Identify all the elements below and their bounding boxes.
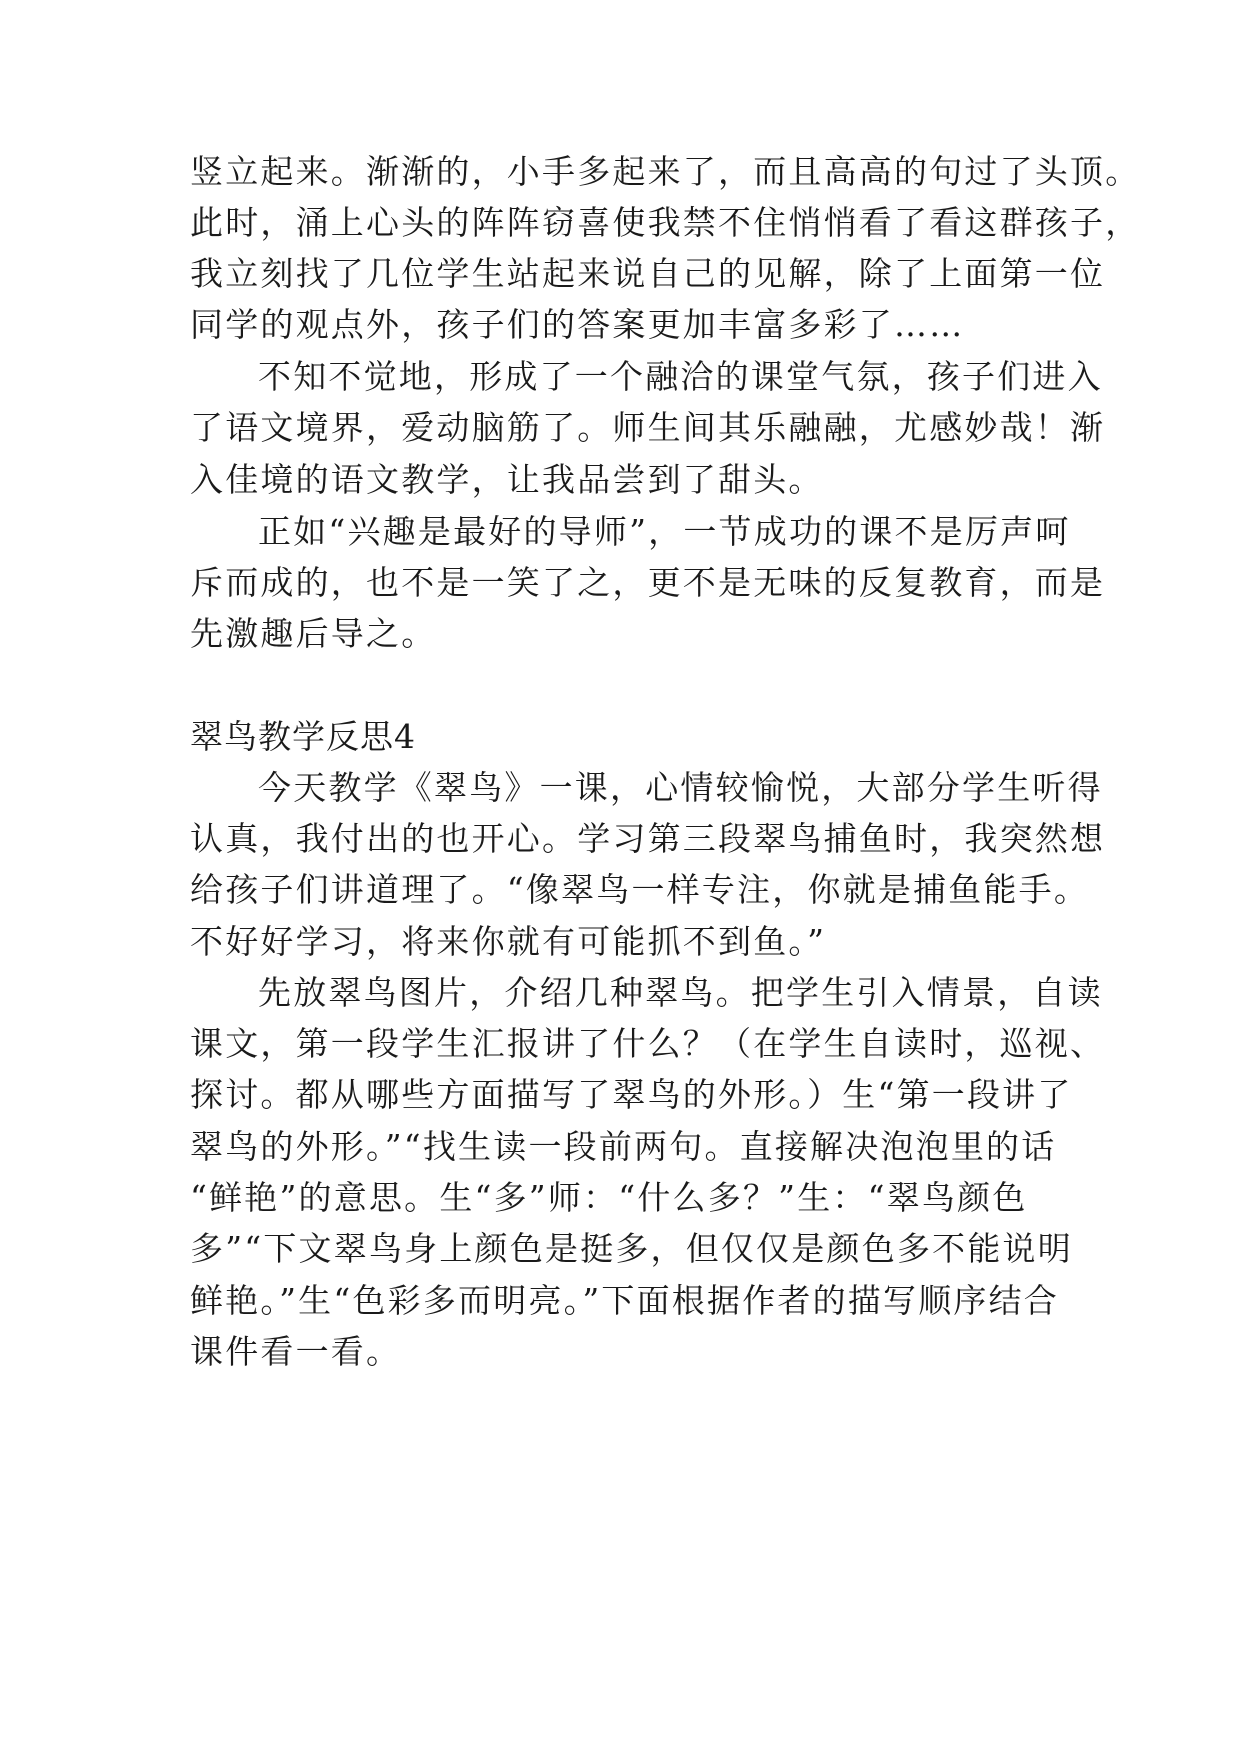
paragraph-first-line: 不知不觉地，形成了一个融洽的课堂气氛，孩子们进入 <box>258 357 1103 396</box>
text-line: 课件看一看。 <box>190 1332 402 1371</box>
text-line: 给孩子们讲道理了。“像翠鸟一样专注，你就是捕鱼能手。 <box>190 870 1090 909</box>
paragraph-first-line: 先放翠鸟图片，介绍几种翠鸟。把学生引入情景，自读 <box>258 973 1103 1012</box>
text-line: 先激趣后导之。 <box>190 614 437 653</box>
text-line: 不好好学习，将来你就有可能抓不到鱼。” <box>190 922 827 961</box>
text-line: 竖立起来。渐渐的，小手多起来了，而且高高的句过了头顶。 <box>190 152 1141 191</box>
text-line: 认真，我付出的也开心。学习第三段翠鸟捕鱼时，我突然想 <box>190 819 1106 858</box>
text-line: 多”“下文翠鸟身上颜色是挺多，但仅仅是颜色多不能说明 <box>190 1229 1073 1268</box>
text-line: 课文，第一段学生汇报讲了什么？（在学生自读时，巡视、 <box>190 1024 1106 1063</box>
text-line: 了语文境界，爱动脑筋了。师生间其乐融融，尤感妙哉！渐 <box>190 408 1106 447</box>
text-line: 我立刻找了几位学生站起来说自己的见解，除了上面第一位 <box>190 254 1106 293</box>
text-line: 探讨。都从哪些方面描写了翠鸟的外形。）生“第一段讲了 <box>190 1075 1073 1114</box>
paragraph-first-line: 今天教学《翠鸟》一课，心情较愉悦，大部分学生听得 <box>258 768 1103 807</box>
text-line: 翠鸟的外形。”“找生读一段前两句。直接解决泡泡里的话 <box>190 1127 1057 1166</box>
text-line: 入佳境的语文教学，让我品尝到了甜头。 <box>190 460 824 499</box>
text-line: “鲜艳”的意思。生“多”师：“什么多？”生：“翠鸟颜色 <box>190 1178 1028 1217</box>
text-line: 同学的观点外，孩子们的答案更加丰富多彩了…… <box>190 305 965 344</box>
text-line: 鲜艳。”生“色彩多而明亮。”下面根据作者的描写顺序结合 <box>190 1281 1060 1320</box>
paragraph-first-line: 正如“兴趣是最好的导师”，一节成功的课不是厉声呵 <box>258 512 1071 551</box>
section-heading: 翠鸟教学反思4 <box>190 717 416 756</box>
text-line: 斥而成的，也不是一笑了之，更不是无味的反复教育，而是 <box>190 563 1106 602</box>
text-line: 此时，涌上心头的阵阵窃喜使我禁不住悄悄看了看这群孩子， <box>190 203 1141 242</box>
